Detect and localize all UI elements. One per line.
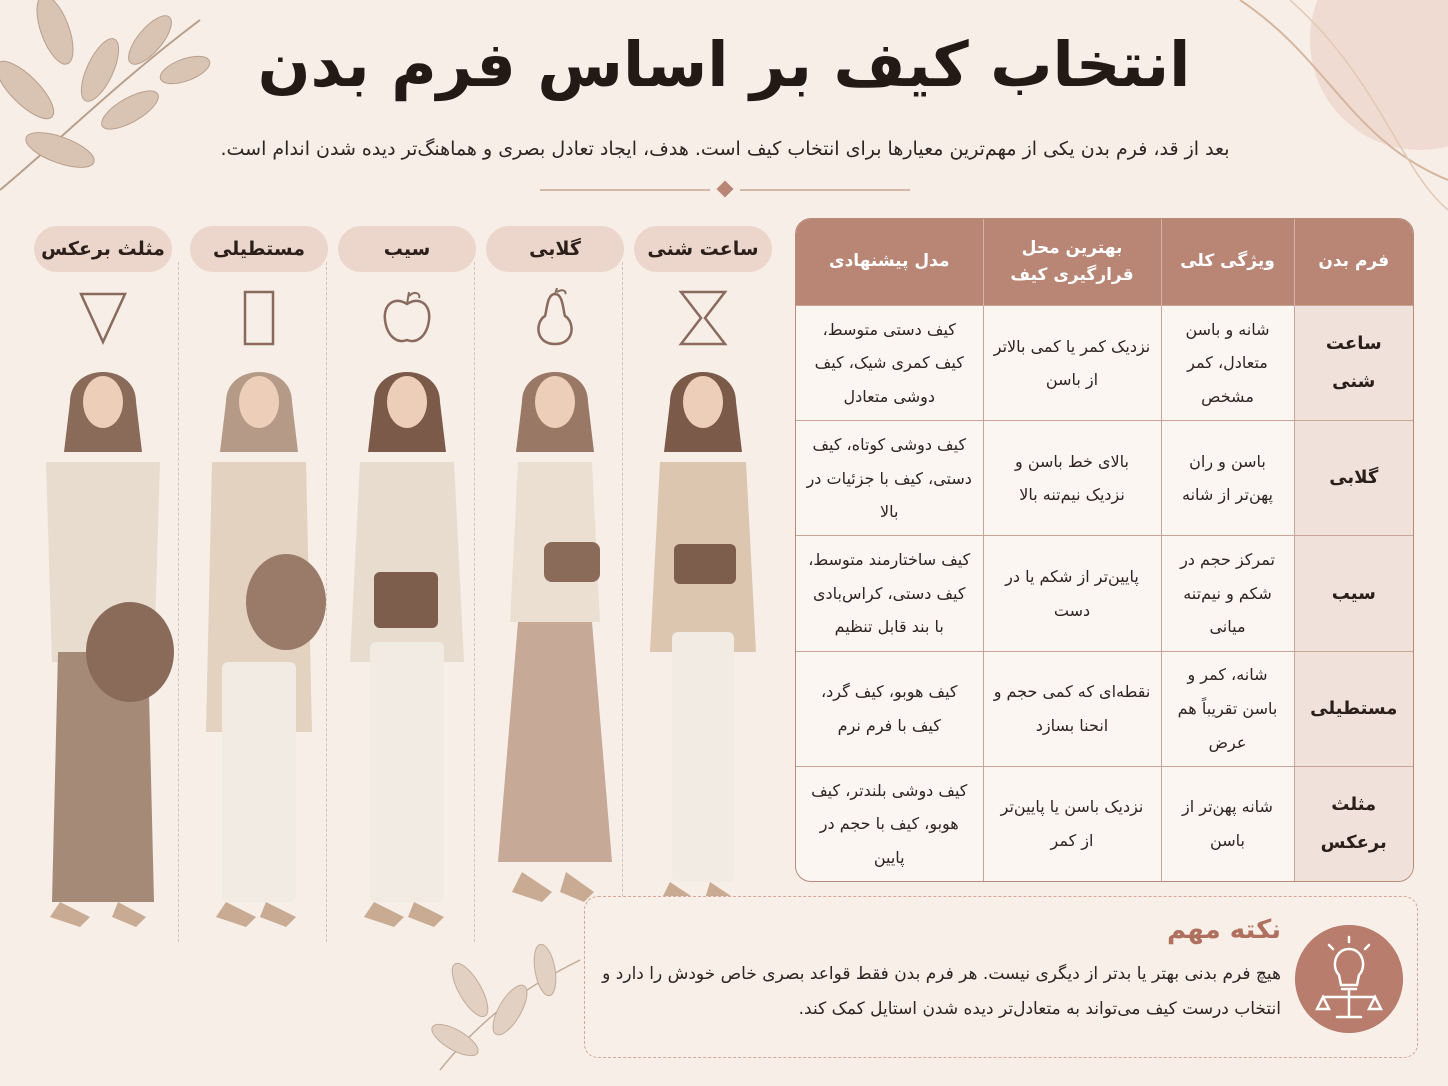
table-cell-placement: پایین‌تر از شکم یا در دست <box>983 536 1161 651</box>
figure-label: ساعت شنی <box>634 226 772 272</box>
table-row <box>796 651 1413 766</box>
woman-figure-inverted-triangle <box>30 362 176 932</box>
figure-column-inverted-triangle <box>30 222 176 932</box>
table-cell-feature: شانه، کمر و باسن تقریباً هم عرض <box>1161 651 1294 766</box>
table-row <box>796 766 1413 881</box>
woman-figure-hourglass <box>630 362 776 932</box>
note-title: نکته مهم <box>1167 915 1281 945</box>
woman-figure-rectangle <box>186 362 332 932</box>
rectangle-icon <box>229 288 289 348</box>
table-cell-feature: تمرکز حجم در شکم و نیم‌تنه میانی <box>1161 536 1294 651</box>
table-cell-placement: نزدیک باسن یا پایین‌تر از کمر <box>983 766 1161 881</box>
figure-label: سیب <box>338 226 476 272</box>
table-cell-body-type: سیب <box>1294 536 1413 651</box>
figure-label: مستطیلی <box>190 226 328 272</box>
table-cell-feature: شانه و باسن متعادل، کمر مشخص <box>1161 306 1294 421</box>
page-title: انتخاب کیف بر اساس فرم بدن <box>257 28 1191 101</box>
table-row <box>796 306 1413 421</box>
table-header: فرم بدن <box>1294 219 1413 306</box>
note-text: هیچ فرم بدنی بهتر یا بدتر از دیگری نیست. هر فرم بدن فقط قواعد بصری خاص خودش را دارد و انتخاب درست کیف می‌تواند به متعادل‌تر دیده شدن استایل کمک کند. <box>602 964 1281 1019</box>
body-shape-figures <box>22 222 782 942</box>
apple-icon <box>377 288 437 348</box>
figure-column-hourglass <box>630 222 776 932</box>
table-cell-body-type: ساعت شنی <box>1294 306 1413 421</box>
table-cell-body-type: مثلث برعکس <box>1294 766 1413 881</box>
table-cell-placement: نقطه‌ای که کمی حجم و انحنا بسازد <box>983 651 1161 766</box>
hourglass-icon <box>673 288 733 348</box>
table-cell-model: کیف دستی متوسط، کیف کمری شیک، کیف دوشی متعادل <box>796 306 983 421</box>
table-cell-body-type: گلابی <box>1294 421 1413 536</box>
leaf-branch-bottom-icon <box>427 943 580 1070</box>
figure-column-rectangle <box>186 222 332 932</box>
figure-label: مثلث برعکس <box>34 226 172 272</box>
inverted-triangle-icon <box>73 288 133 348</box>
table-header: مدل پیشنهادی <box>796 219 983 306</box>
woman-figure-apple <box>334 362 480 932</box>
table-header: بهترین محل قرارگیری کیف <box>983 219 1161 306</box>
column-separator <box>178 262 179 942</box>
pear-icon <box>525 288 585 348</box>
figure-column-pear <box>482 222 628 932</box>
table-cell-model: کیف ساختارمند متوسط، کیف دستی، کراس‌بادی با بند قابل تنظیم <box>796 536 983 651</box>
table-cell-model: کیف هوبو، کیف گرد، کیف با فرم نرم <box>796 651 983 766</box>
table-header: ویژگی کلی <box>1161 219 1294 306</box>
table-cell-model: کیف دوشی کوتاه، کیف دستی، کیف با جزئیات در بالا <box>796 421 983 536</box>
table-row <box>796 421 1413 536</box>
ornamental-divider <box>540 180 910 200</box>
page-subtitle: بعد از قد، فرم بدن یکی از مهم‌ترین معیارها برای انتخاب کیف است. هدف، ایجاد تعادل بصری و هماهنگ‌تر دیده شدن اندام است. <box>220 138 1230 160</box>
table-cell-placement: بالای خط باسن و نزدیک نیم‌تنه بالا <box>983 421 1161 536</box>
table-row <box>796 536 1413 651</box>
table-cell-feature: شانه پهن‌تر از باسن <box>1161 766 1294 881</box>
body-shape-table <box>795 218 1414 882</box>
table-cell-placement: نزدیک کمر یا کمی بالاتر از باسن <box>983 306 1161 421</box>
figure-label: گلابی <box>486 226 624 272</box>
table-cell-model: کیف دوشی بلندتر، کیف هوبو، کیف با حجم در پایین <box>796 766 983 881</box>
lightbulb-scale-icon <box>1295 925 1403 1033</box>
table-cell-body-type: مستطیلی <box>1294 651 1413 766</box>
table-header-row <box>796 219 1413 306</box>
figure-column-apple <box>334 222 480 932</box>
important-note-box <box>584 896 1418 1058</box>
table-cell-feature: باسن و ران پهن‌تر از شانه <box>1161 421 1294 536</box>
woman-figure-pear <box>482 362 628 932</box>
